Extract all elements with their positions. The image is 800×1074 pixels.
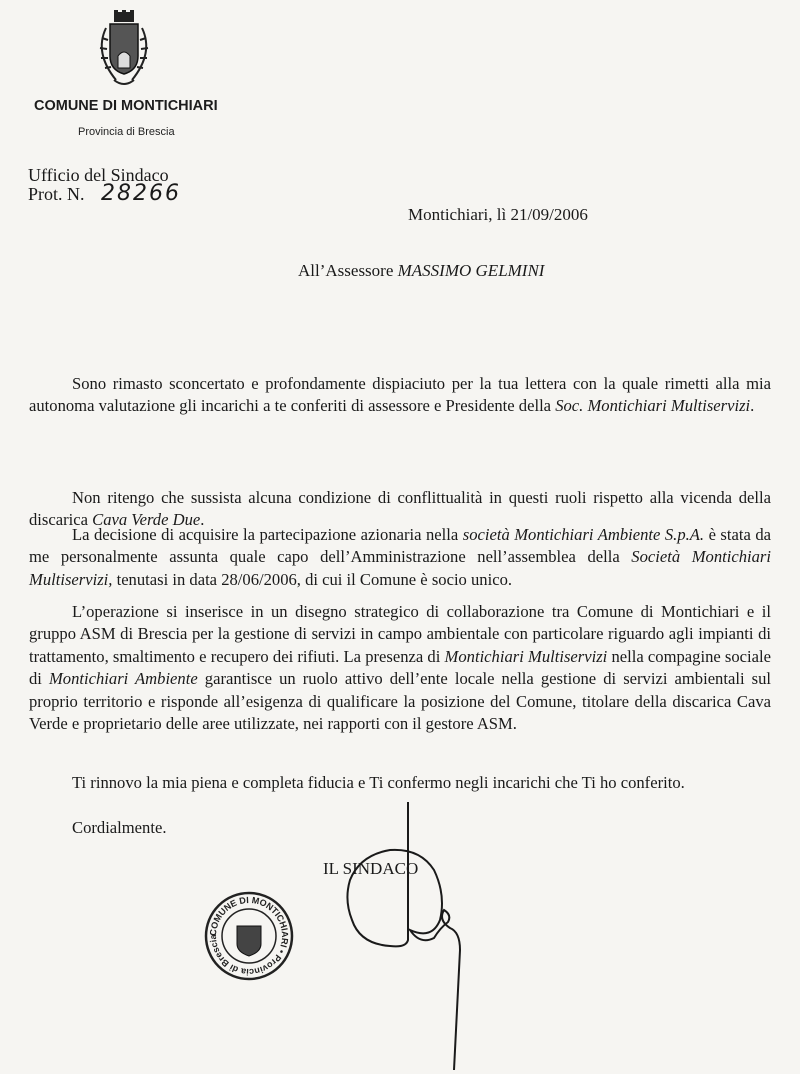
text: .	[200, 510, 205, 530]
text: Cordialmente.	[72, 818, 167, 837]
protocol-number: 28266	[101, 181, 182, 206]
text: nella compagine sociale di	[29, 646, 771, 689]
italic-text: società Montichiari Ambiente S.p.A.	[462, 525, 705, 544]
text: .	[750, 396, 755, 416]
text: garantisce un ruolo attivo dell’ente locale nella gestione di servizi ambientali sul proprio territorio e risponde all’esigenza di qualificare la posizione del Comune, titolare della discarica Cava Verde e proprietario delle aree utilizzate, nei rapporti con il gestore ASM.	[29, 669, 771, 734]
handwritten-signature-icon	[310, 800, 470, 1074]
italic-text: Cava Verde Due	[92, 510, 201, 530]
paragraph-1	[29, 373, 771, 418]
text: tenutasi in data 28/06/2006, di cui il Comune è socio unico.	[112, 569, 513, 589]
protocol-line	[28, 181, 182, 206]
addressee-prefix: All’Assessore	[298, 261, 394, 280]
signer-title: IL SINDACO	[323, 859, 419, 878]
municipal-crest-icon	[88, 8, 160, 96]
municipality-name: COMUNE DI MONTICHIARI	[34, 98, 218, 114]
text: Ti rinnovo la mia piena e completa fiducia e Ti confermo negli incarichi che Ti ho conferito.	[72, 773, 685, 792]
text: Sono rimasto sconcertato e profondamente dispiaciuto per la tua lettera con la quale rimetti alla mia autonoma valutazione gli incarichi a te conferiti di assessore e Presidente della	[29, 374, 771, 416]
paragraph-5	[29, 772, 771, 794]
text: L’operazione si inserisce in un disegno strategico di collaborazione tra Comune di Montichiari e il gruppo ASM di Brescia per la gestione di servizi in campo ambientale con particolare riguardo agli impianti di trattamento, smaltimento e recupero dei rifiuti. La presenza di	[29, 602, 771, 666]
italic-text: Società Montichiari Multiservizi,	[29, 547, 771, 589]
text: La decisione di acquisire la partecipazione azionaria nella	[72, 525, 463, 544]
text: Non ritengo che sussista alcuna condizione di conflittualità in questi ruoli rispetto alla vicenda della discarica	[29, 488, 771, 530]
protocol-label: Prot. N.	[28, 184, 85, 204]
office-label: Ufficio del Sindaco	[28, 165, 169, 185]
addressee-name: MASSIMO GELMINI	[397, 261, 545, 280]
paragraph-4	[29, 601, 771, 735]
stamp-text: COMUNE DI MONTICHIARI • Provincia di Brescia	[207, 894, 291, 978]
date-line: Montichiari, lì 21/09/2006	[408, 205, 588, 224]
addressee	[298, 261, 544, 281]
official-stamp-icon	[203, 890, 295, 982]
text: è stata da me personalmente assunta quale capo dell’Amministrazione nell’assemblea della	[29, 525, 771, 567]
paragraph-3	[29, 524, 771, 591]
italic-text: Montichiari Ambiente	[48, 669, 198, 689]
province-name: Provincia di Brescia	[78, 126, 175, 138]
italic-text: Montichiari Multiservizi	[444, 646, 608, 666]
italic-text: Soc. Montichiari Multiservizi	[555, 396, 751, 416]
